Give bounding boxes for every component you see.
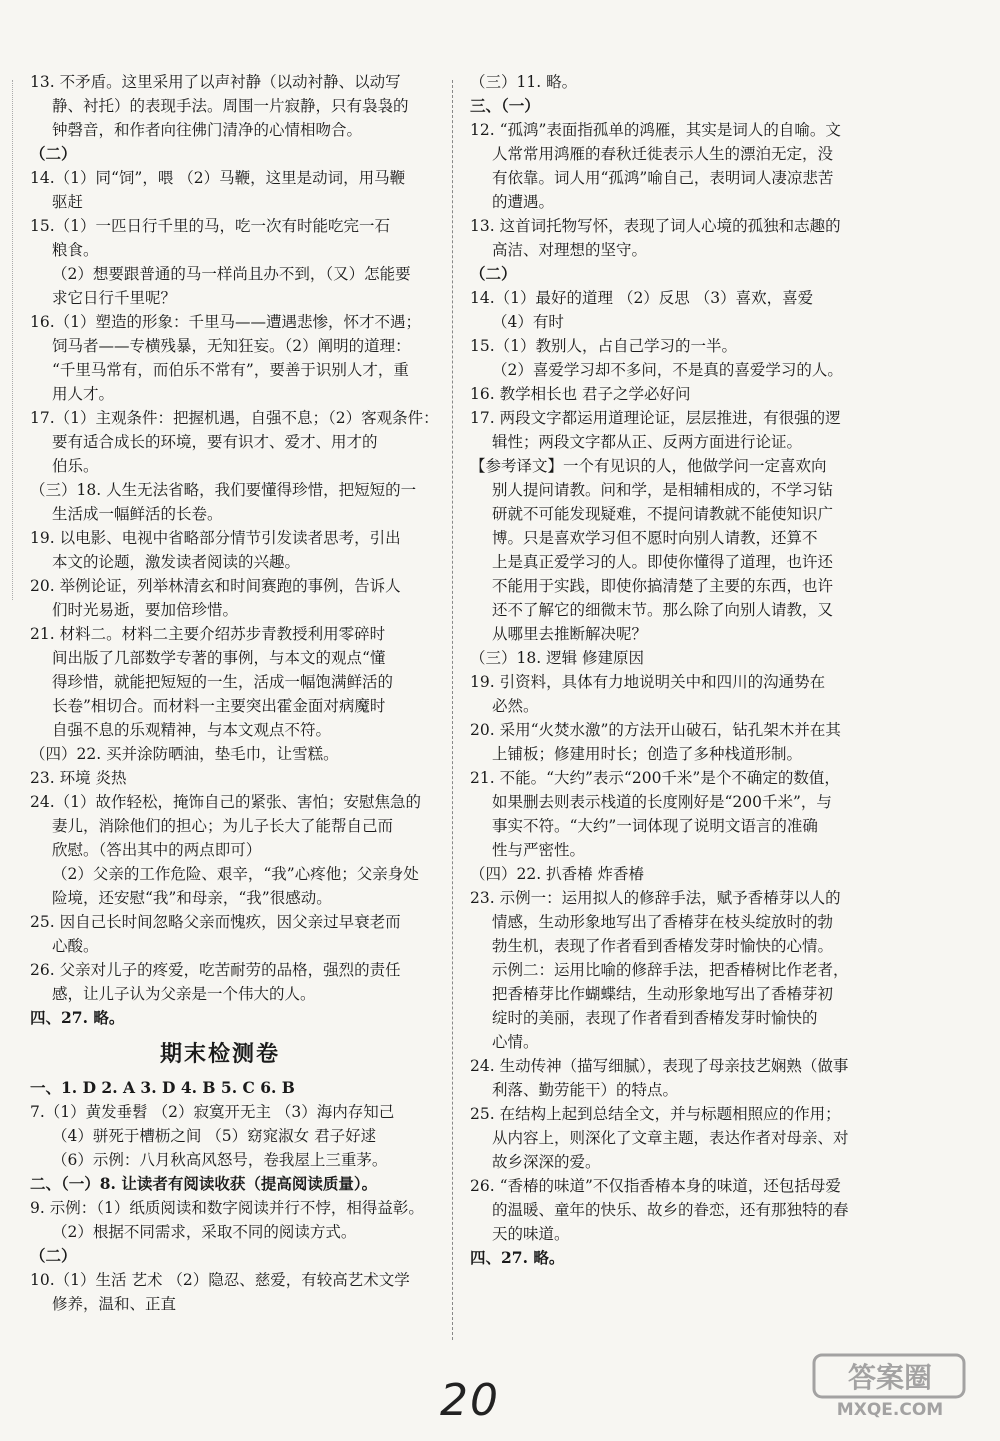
text-line: （2）想要跟普通的马一样尚且办不到，（又）怎能要: [52, 265, 411, 283]
text-line: 静、衬托）的表现手法。周围一片寂静，只有袅袅的: [52, 97, 409, 115]
text-line: （2）根据不同需求，采取不同的阅读方式。: [52, 1223, 357, 1241]
text-line: 9. 示例：（1）纸质阅读和数字阅读并行不悖，相得益彰。: [30, 1199, 424, 1217]
text-line: 14.（1）最好的道理 （2）反思 （3）喜欢，喜爱: [470, 289, 814, 307]
text-line: （二）: [470, 264, 517, 283]
text-line: （二）: [30, 1246, 77, 1265]
text-line: 求它日行千里呢？: [52, 289, 177, 307]
text-line: 24. 生动传神（描写细腻），表现了母亲技艺娴熟（做事: [470, 1057, 849, 1075]
text-line: 如果删去则表示栈道的长度刚好是“200千米”，与: [492, 793, 832, 811]
left-column: [30, 70, 440, 1316]
text-line: 三、（一）: [470, 96, 540, 115]
text-line: 得珍惜，就能把短短的一生，活成一幅饱满鲜活的: [52, 673, 394, 691]
text-line: 人常常用鸿雁的春秋迁徙表示人生的漂泊无定，没: [492, 145, 834, 163]
text-line: 13. 这首词托物写怀，表现了词人心境的孤独和志趣的: [470, 217, 841, 235]
text-line: 四、27. 略。: [30, 1008, 125, 1027]
text-line: 有依靠。词人用“孤鸿”喻自己，表明词人凄凉悲苦: [492, 169, 834, 187]
text-line: 高洁、对理想的坚守。: [492, 241, 648, 259]
text-line: 16. 教学相长也 君子之学必好问: [470, 385, 691, 403]
text-line: 情感，生动形象地写出了香椿芽在枝头绽放时的勃: [492, 913, 834, 931]
text-line: 16.（1）塑造的形象：千里马——遭遇悲惨，怀才不遇；: [30, 313, 422, 331]
watermark-logo: [810, 1351, 980, 1421]
text-line: 【参考译文】一个有见识的人，他做学问一定喜欢向: [470, 457, 827, 475]
text-line: 绽时的美丽，表现了作者看到香椿发芽时愉快的: [492, 1009, 818, 1027]
text-line: 示例二：运用比喻的修辞手法，把香椿树比作老者，: [492, 961, 849, 979]
text-line: 妻儿，消除他们的担心；为儿子长大了能帮自己而: [52, 817, 394, 835]
text-line: 14.（1）同“饲”，喂 （2）马鞭，这里是动词，用马鞭: [30, 169, 406, 187]
text-line: 上铺板；修建用时长；创造了多种栈道形制。: [492, 745, 803, 763]
text-line: 17.（1）主观条件：把握机遇，自强不息；（2）客观条件：: [30, 409, 439, 427]
text-line: 事实不符。“大约”一词体现了说明文语言的准确: [492, 817, 818, 835]
text-line: 性与严密性。: [492, 841, 586, 859]
text-line: 一、1. D 2. A 3. D 4. B 5. C 6. B: [30, 1078, 295, 1097]
text-line: 15.（1）教别人，占自己学习的一半。: [470, 337, 738, 355]
text-line: 21. 不能。“大约”表示“200千米”是个不确定的数值，: [470, 769, 840, 787]
text-line: 伯乐。: [52, 457, 99, 475]
text-line: 自强不息的乐观精神，与本文观点不符。: [52, 721, 332, 739]
text-line: 19. 以电影、电视中省略部分情节引发读者思考，引出: [30, 529, 401, 547]
text-line: 从内容上，则深化了文章主题，表达作者对母亲、对: [492, 1129, 849, 1147]
text-line: （2）父亲的工作危险、艰辛，“我”心疼他；父亲身处: [52, 865, 419, 883]
text-line: 24.（1）故作轻松，掩饰自己的紧张、害怕；安慰焦急的: [30, 793, 422, 811]
text-line: 7.（1）黄发垂髫 （2）寂寞开无主 （3）海内存知己: [30, 1103, 395, 1121]
text-line: 17. 两段文字都运用道理论证，层层推进，有很强的逻: [470, 409, 841, 427]
text-line: 故乡深深的爱。: [492, 1153, 601, 1171]
text-line: （四）22. 扒香椿 炸香椿: [470, 865, 645, 883]
binding-dots: [12, 80, 13, 600]
exam-title: 期末检测卷: [159, 1041, 280, 1067]
text-line: 15.（1）一匹日行千里的马，吃一次有时能吃完一石: [30, 217, 391, 235]
text-line: 辑性；两段文字都从正、反两方面进行论证。: [492, 433, 803, 451]
text-line: （2）喜爱学习却不多问，不是真的喜爱学习的人。: [492, 361, 843, 379]
text-line: 把香椿芽比作蝴蝶结，生动形象地写出了香椿芽初: [492, 985, 834, 1003]
text-line: 驱赶: [52, 193, 84, 211]
text-line: （二）: [30, 144, 77, 163]
text-line: 20. 举例论证，列举林清玄和时间赛跑的事例，告诉人: [30, 577, 401, 595]
text-line: 必然。: [492, 697, 539, 715]
text-line: 心酸。: [52, 937, 99, 955]
text-line: 四、27. 略。: [470, 1248, 565, 1267]
text-line: 博。只是喜欢学习但不愿时向别人请教，还算不: [492, 529, 818, 547]
text-line: 生活成一幅鲜活的长卷。: [52, 505, 223, 523]
text-line: 长卷”相切合。而材料一主要突出霍金面对病魔时: [52, 697, 386, 715]
text-line: 利落、勤劳能干）的特点。: [492, 1081, 679, 1099]
right-column: [470, 70, 880, 1270]
text-line: 13. 不矛盾。这里采用了以声衬静（以动衬静、以动写: [30, 73, 401, 91]
text-line: “千里马常有，而伯乐不常有”，要善于识别人才，重: [52, 361, 409, 379]
text-line: 25. 在结构上起到总结全文，并与标题相照应的作用；: [470, 1105, 841, 1123]
text-line: 用人才。: [52, 385, 115, 403]
text-line: 二、（一）8. 让读者有阅读收获（提高阅读质量）。: [30, 1174, 378, 1193]
text-line: 10.（1）生活 艺术 （2）隐忍、慈爱，有较高艺术文学: [30, 1271, 410, 1289]
page-number: 20: [440, 1375, 500, 1426]
text-line: 本文的论题，激发读者阅读的兴趣。: [52, 553, 301, 571]
text-line: 20. 采用“火焚水激”的方法开山破石，钻孔架木并在其: [470, 721, 841, 739]
text-line: 钟磬音，和作者向往佛门清净的心情相吻合。: [52, 121, 363, 139]
text-line: 23. 环境 炎热: [30, 769, 127, 787]
text-line: 26. “香椿的味道”不仅指香椿本身的味道，还包括母爱: [470, 1177, 841, 1195]
column-divider: [452, 80, 453, 1340]
text-line: 的遭遇。: [492, 193, 555, 211]
text-line: 19. 引资料，具体有力地说明关中和四川的沟通势在: [470, 673, 826, 691]
text-line: 粮食。: [52, 241, 99, 259]
text-line: （三）18. 人生无法省略，我们要懂得珍惜，把短短的一: [30, 481, 417, 499]
text-line: （6）示例：八月秋高风怒号，卷我屋上三重茅。: [52, 1151, 388, 1169]
text-line: 21. 材料二。材料二主要介绍苏步青教授利用零碎时: [30, 625, 386, 643]
text-line: 修养，温和、正直: [52, 1295, 177, 1313]
text-line: 们时光易逝，要加倍珍惜。: [52, 601, 239, 619]
text-line: 不能用于实践，即使你搞清楚了主要的东西，也许: [492, 577, 834, 595]
text-line: 25. 因自己长时间忽略父亲而愧疚，因父亲过早衰老而: [30, 913, 401, 931]
text-line: （三）11. 略。: [470, 73, 578, 91]
text-line: 心情。: [492, 1033, 539, 1051]
text-line: 上是真正爱学习的人。即使你懂得了道理，也许还: [492, 553, 834, 571]
text-line: （4）有时: [492, 313, 564, 331]
text-line: 的温暖、童年的快乐、故乡的眷恋，还有那独特的春: [492, 1201, 849, 1219]
text-line: 要有适合成长的环境，要有识才、爱才、用才的: [52, 433, 378, 451]
text-line: 间出版了几部数学专著的事例，与本文的观点“懂: [52, 649, 386, 667]
text-line: （四）22. 买并涂防晒油，垫毛巾，让雪糕。: [30, 745, 339, 763]
text-line: 23. 示例一：运用拟人的修辞手法，赋予香椿芽以人的: [470, 889, 841, 907]
text-line: 天的味道。: [492, 1225, 570, 1243]
watermark-top: 答案圈: [847, 1361, 933, 1394]
text-line: 26. 父亲对儿子的疼爱，吃苦耐劳的品格，强烈的责任: [30, 961, 401, 979]
text-line: 别人提问请教。问和学，是相辅相成的，不学习钻: [492, 481, 834, 499]
text-line: 险境，还安慰“我”和母亲，“我”很感动。: [52, 889, 332, 907]
text-line: 欣慰。（答出其中的两点即可）: [52, 841, 262, 859]
text-line: 勃生机，表现了作者看到香椿发芽时愉快的心情。: [492, 937, 834, 955]
text-line: 研就不可能发现疑难，不提问请教就不能使知识广: [492, 505, 834, 523]
text-line: 饲马者——专横残暴，无知狂妄。（2）阐明的道理：: [52, 337, 411, 355]
text-line: 还不了解它的细微末节。那么除了向别人请教，又: [492, 601, 834, 619]
text-line: 从哪里去推断解决呢？: [492, 625, 648, 643]
text-line: （三）18. 逻辑 修建原因: [470, 649, 645, 667]
text-line: （4）骈死于槽枥之间 （5）窈窕淑女 君子好逑: [52, 1127, 377, 1145]
watermark-bottom: MXQE.COM: [836, 1400, 944, 1420]
text-line: 感，让儿子认为父亲是一个伟大的人。: [52, 985, 316, 1003]
text-line: 12. “孤鸿”表面指孤单的鸿雁，其实是词人的自喻。文: [470, 121, 841, 139]
